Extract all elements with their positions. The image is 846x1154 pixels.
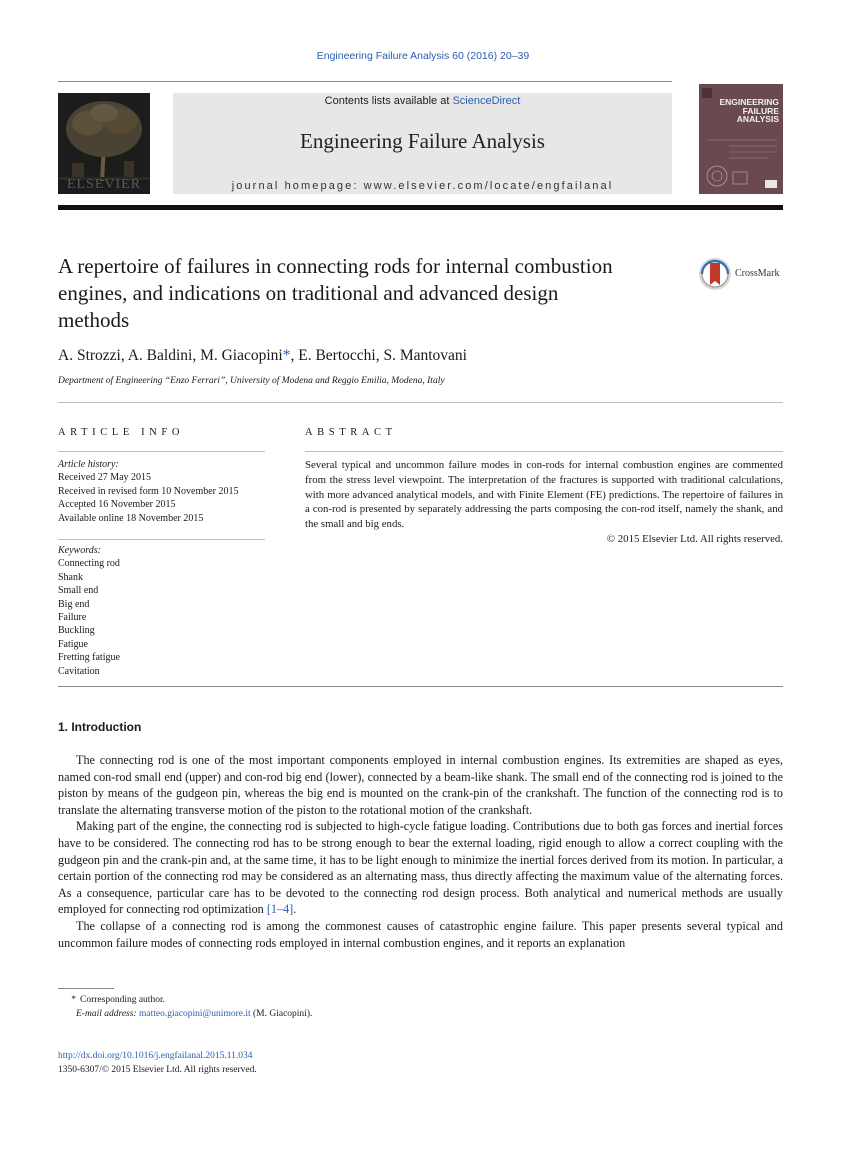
email-label: E-mail address:: [76, 1009, 137, 1019]
footnote-email-line: [58, 1007, 312, 1021]
journal-title: Engineering Failure Analysis: [300, 129, 545, 153]
elsevier-wordmark: ELSEVIER: [66, 177, 142, 192]
journal-citation-link[interactable]: Engineering Failure Analysis 60 (2016) 20–39: [316, 50, 530, 62]
footnote-corresponding: [58, 993, 312, 1007]
keyword-item: Shank: [58, 571, 83, 583]
contents-line: [173, 95, 672, 107]
email-link[interactable]: matteo.giacopini@unimore.it: [138, 1009, 251, 1019]
corresponding-author-mark[interactable]: *: [282, 347, 291, 364]
body-paragraph: [58, 818, 783, 918]
history-item: Received 27 May 2015: [58, 472, 152, 484]
email-owner: (M. Giacopini).: [253, 1009, 313, 1019]
journal-homepage[interactable]: journal homepage: www.elsevier.com/locate/engfailanal: [231, 180, 614, 192]
divider: [58, 402, 783, 403]
keywords-list: [58, 544, 120, 678]
divider: [305, 451, 783, 452]
history-label: Article history:: [58, 459, 119, 470]
history-item: Received in revised form 10 November 2015: [58, 485, 239, 497]
issn-copyright: 1350-6307/© 2015 Elsevier Ltd. All rights reserved.: [58, 1065, 257, 1075]
sciencedirect-link[interactable]: ScienceDirect: [452, 95, 521, 107]
contents-prefix: Contents lists available at: [324, 95, 453, 107]
author-list: [58, 347, 467, 365]
journal-banner: [173, 93, 672, 194]
abstract-body: [305, 458, 783, 547]
authors-part-1: A. Strozzi, A. Baldini, M. Giacopini: [58, 347, 283, 364]
page-footer: [58, 1049, 257, 1077]
body-paragraph: The collapse of a connecting rod is among the commonest causes of catastrophic engine failure. This paper presents several typical and uncommon failure modes of connecting rods employed in internal combustion engines, and it reports an explanation: [58, 918, 783, 950]
abstract-heading: ABSTRACT: [305, 427, 397, 438]
header-rule: [58, 81, 672, 82]
keyword-item: Fretting fatigue: [58, 652, 120, 664]
section-heading-introduction: 1. Introduction: [58, 720, 142, 734]
cover-title: ENGINEERING FAILURE ANALYSIS: [719, 97, 779, 124]
crossmark-icon[interactable]: [698, 257, 732, 291]
history-item: Available online 18 November 2015: [58, 512, 204, 524]
footnote-mark: *: [71, 995, 76, 1005]
keyword-item: Cavitation: [58, 665, 100, 677]
divider: [58, 686, 783, 687]
footnote-rule: [58, 988, 114, 989]
elsevier-logo[interactable]: [58, 93, 150, 194]
keyword-item: Fatigue: [58, 638, 88, 650]
affiliation: Department of Engineering “Enzo Ferrari”, University of Modena and Reggio Emilia, Modena, Italy: [58, 376, 445, 386]
journal-cover-image[interactable]: [699, 84, 783, 194]
crossmark-label[interactable]: CrossMark: [735, 268, 780, 279]
abstract-paragraph: Several typical and uncommon failure modes in con-rods for internal combustion engines are commented from the stress level viewpoint. The interpretation of the fractures is supported with traditional calculations, with more advanced analytical models, and with Finite Element (FE) predictions. The repertoire of failures in a con-rod is presented by separately addressing the parts composing the con-rod itself, namely the shank, and the small and big ends.: [305, 459, 783, 531]
paragraph-text: Making part of the engine, the connecting rod is subjected to high-cycle fatigue loading. Contributions due to both gas forces and inertial forces have to be considered. The connecting rod has to be strong enough to bear the external loading, rigid enough to allow a correct coupling with the gudgeon pin and the crank-pin and, at the same time, it has to be light enough to minimize the inertial forces derived from its motion. In particular, a certain portion of the connecting rod may be considered as an alternating mass, thus directly affecting the maximum value of the alternating forces. As a consequence, particular care has to be devoted to the connecting rod design process. Both analytical and numerical methods are usually employed for connecting rod optimization: [58, 819, 783, 917]
keyword-item: Connecting rod: [58, 558, 120, 570]
article-history: [58, 458, 239, 525]
body-paragraph: The connecting rod is one of the most important components employed in internal combustion engines. Its extremities are shaped as eyes, named con-rod small end (upper) and con-rod big end (lower), connected by a beam-like shank. The small end of the connecting rod is joined to the piston by means of the gudgeon pin, whereas the big end is mounted on the crank-pin of the crankshaft. The function of the connecting rod is to translate the alternating transverse motion of the piston to the rotational motion of the crankshaft.: [58, 753, 783, 817]
body-text: [58, 752, 783, 951]
keyword-item: Buckling: [58, 625, 95, 637]
keywords-label: Keywords:: [58, 545, 101, 556]
doi-link[interactable]: http://dx.doi.org/10.1016/j.engfailanal.2015.11.034: [58, 1051, 253, 1061]
article-info-heading: ARTICLE INFO: [58, 427, 185, 438]
paragraph-end: .: [293, 902, 297, 917]
keyword-item: Failure: [58, 612, 87, 624]
divider: [58, 451, 265, 452]
keyword-item: Big end: [58, 598, 90, 610]
reference-link[interactable]: [1–4]: [266, 902, 294, 917]
authors-part-2: , E. Bertocchi, S. Mantovani: [290, 347, 467, 364]
footnote: [58, 993, 312, 1021]
keyword-item: Small end: [58, 585, 99, 597]
footnote-label: Corresponding author.: [80, 995, 165, 1005]
divider: [58, 539, 265, 540]
abstract-copyright: © 2015 Elsevier Ltd. All rights reserved.: [606, 532, 783, 545]
history-item: Accepted 16 November 2015: [58, 499, 176, 511]
header-thick-rule: [58, 205, 783, 210]
article-title: A repertoire of failures in connecting rods for internal combustion engines, and indications on traditional and advanced design methods: [58, 254, 613, 332]
